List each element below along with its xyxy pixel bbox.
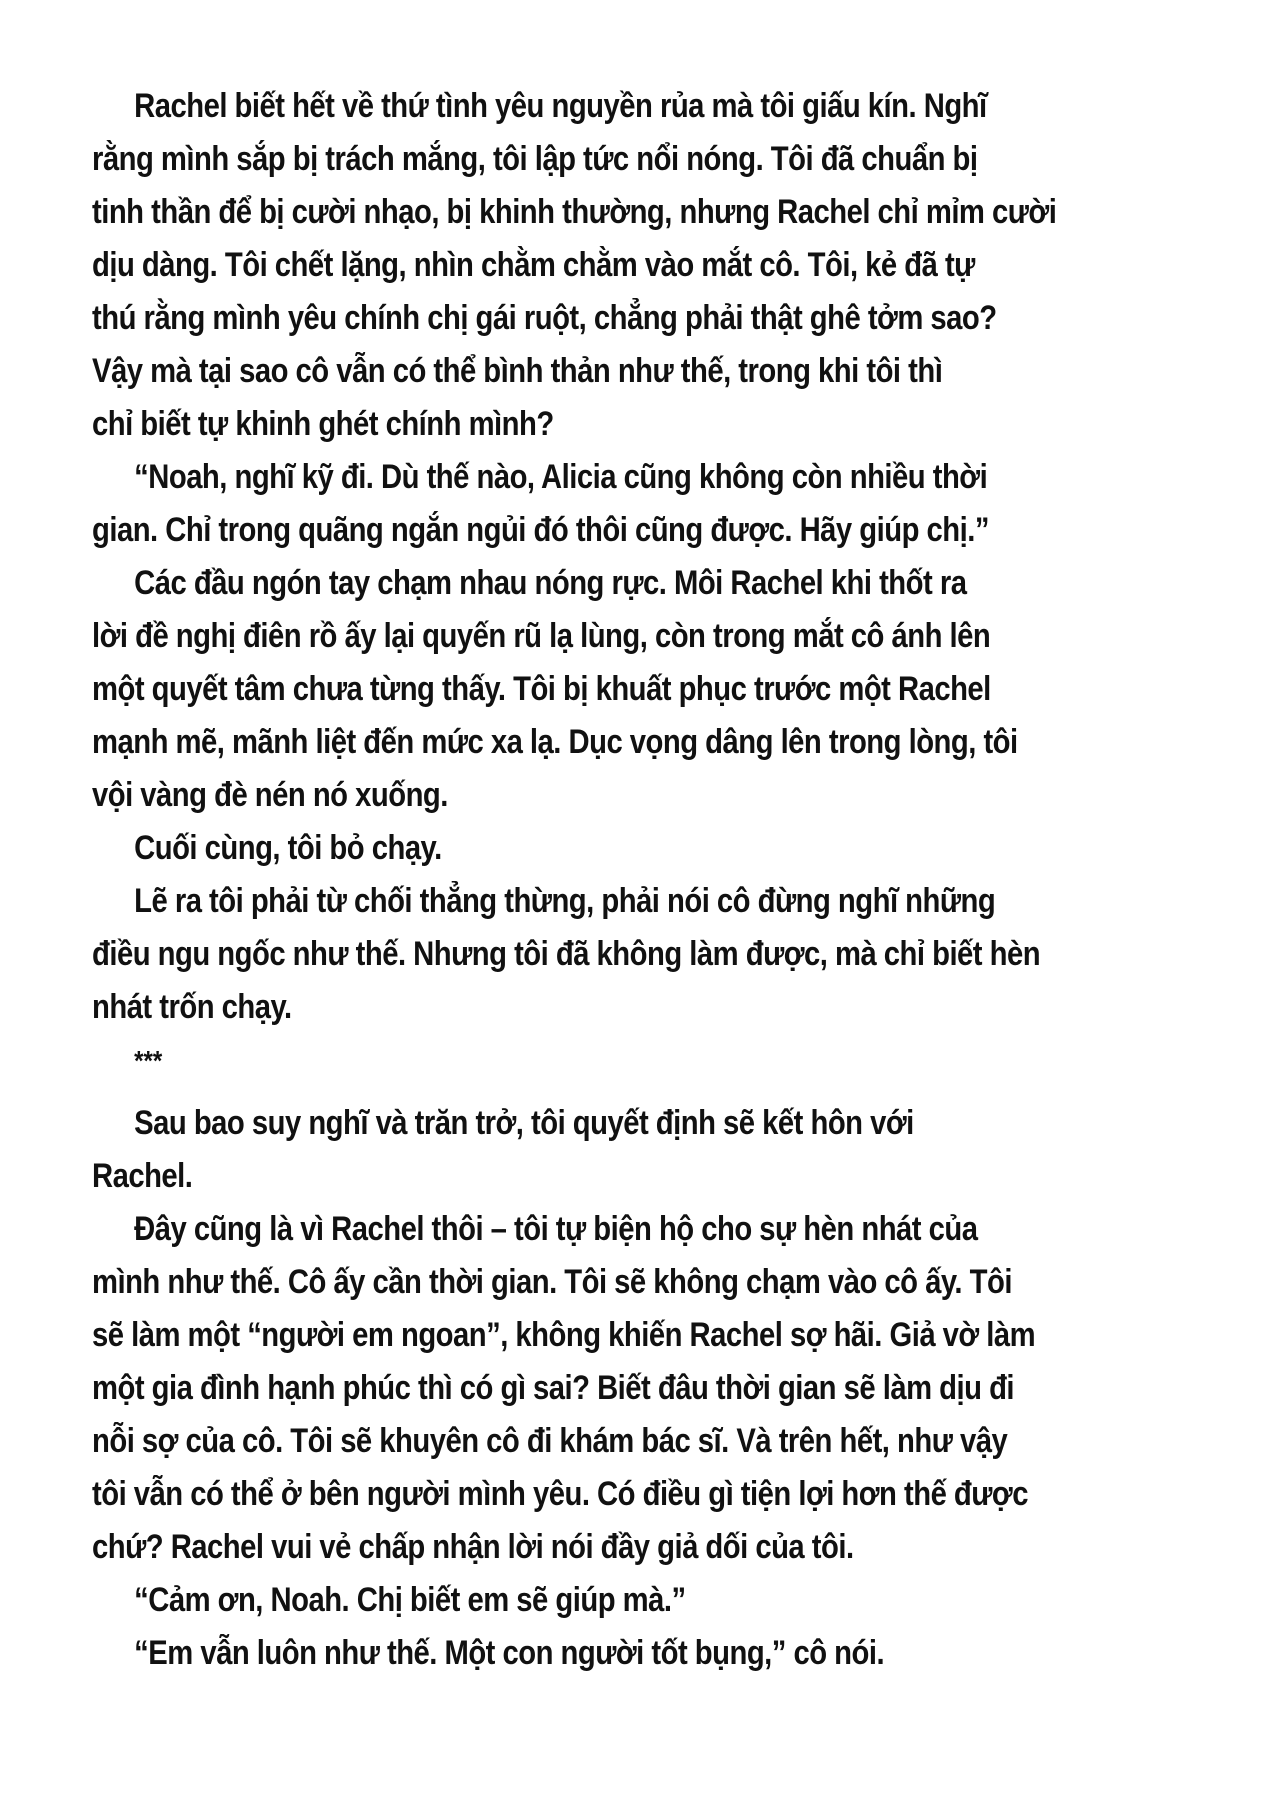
text-line: nỗi sợ của cô. Tôi sẽ khuyên cô đi khám bác sĩ. Và trên hết, như vậy: [92, 1422, 1008, 1460]
text-line: Đây cũng là vì Rachel thôi – tôi tự biện hộ cho sự hèn nhát của: [134, 1210, 978, 1248]
text-line: điều ngu ngốc như thế. Nhưng tôi đã không làm được, mà chỉ biết hèn: [92, 935, 1041, 973]
text-line: mạnh mẽ, mãnh liệt đến mức xa lạ. Dục vọng dâng lên trong lòng, tôi: [92, 723, 1018, 761]
text-line: Rachel biết hết về thứ tình yêu nguyền rủa mà tôi giấu kín. Nghĩ: [134, 87, 987, 125]
text-line: chỉ biết tự khinh ghét chính mình?: [92, 405, 554, 443]
paragraph: [92, 875, 1182, 1034]
text-line: dịu dàng. Tôi chết lặng, nhìn chằm chằm vào mắt cô. Tôi, kẻ đã tự: [92, 246, 975, 284]
text-line: gian. Chỉ trong quãng ngắn ngủi đó thôi cũng được. Hãy giúp chị.”: [92, 511, 989, 549]
scene-separator: [92, 1034, 1182, 1087]
text-line: tôi vẫn có thể ở bên người mình yêu. Có điều gì tiện lợi hơn thế được: [92, 1475, 1028, 1513]
text-line: chứ? Rachel vui vẻ chấp nhận lời nói đầy giả dối của tôi.: [92, 1528, 854, 1566]
paragraph: [92, 822, 1182, 875]
paragraph: [92, 557, 1182, 822]
text-line: một gia đình hạnh phúc thì có gì sai? Biết đâu thời gian sẽ làm dịu đi: [92, 1369, 1015, 1407]
body-text: [92, 80, 1182, 1680]
text-line: Lẽ ra tôi phải từ chối thẳng thừng, phải nói cô đừng nghĩ những: [134, 882, 996, 920]
text-line: lời đề nghị điên rồ ấy lại quyến rũ lạ lùng, còn trong mắt cô ánh lên: [92, 617, 991, 655]
text-line: sẽ làm một “người em ngoan”, không khiến Rachel sợ hãi. Giả vờ làm: [92, 1316, 1036, 1354]
text-line: vội vàng đè nén nó xuống.: [92, 776, 448, 814]
text-line: một quyết tâm chưa từng thấy. Tôi bị khuất phục trước một Rachel: [92, 670, 991, 708]
separator-asterisks: ***: [134, 1045, 163, 1076]
paragraph: [92, 1097, 1182, 1203]
dialogue-paragraph: [92, 1574, 1182, 1627]
paragraph: [92, 80, 1182, 451]
text-line: Sau bao suy nghĩ và trăn trở, tôi quyết định sẽ kết hôn với: [134, 1104, 914, 1142]
text-line: Cuối cùng, tôi bỏ chạy.: [134, 829, 442, 867]
text-line: Rachel.: [92, 1157, 193, 1195]
text-line: Các đầu ngón tay chạm nhau nóng rực. Môi Rachel khi thốt ra: [134, 564, 967, 602]
text-line: nhát trốn chạy.: [92, 988, 292, 1026]
text-line: “Noah, nghĩ kỹ đi. Dù thế nào, Alicia cũng không còn nhiều thời: [134, 458, 988, 496]
dialogue-paragraph: [92, 451, 1182, 557]
text-line: “Cảm ơn, Noah. Chị biết em sẽ giúp mà.”: [134, 1581, 686, 1619]
text-line: Vậy mà tại sao cô vẫn có thể bình thản như thế, trong khi tôi thì: [92, 352, 943, 390]
text-line: “Em vẫn luôn như thế. Một con người tốt bụng,” cô nói.: [134, 1634, 885, 1672]
paragraph: [92, 1203, 1182, 1574]
text-line: thú rằng mình yêu chính chị gái ruột, chẳng phải thật ghê tởm sao?: [92, 299, 997, 337]
dialogue-paragraph: [92, 1627, 1182, 1680]
text-line: tinh thần để bị cười nhạo, bị khinh thường, nhưng Rachel chỉ mỉm cười: [92, 193, 1057, 231]
text-line: mình như thế. Cô ấy cần thời gian. Tôi sẽ không chạm vào cô ấy. Tôi: [92, 1263, 1012, 1301]
text-line: rằng mình sắp bị trách mắng, tôi lập tức nổi nóng. Tôi đã chuẩn bị: [92, 140, 978, 178]
